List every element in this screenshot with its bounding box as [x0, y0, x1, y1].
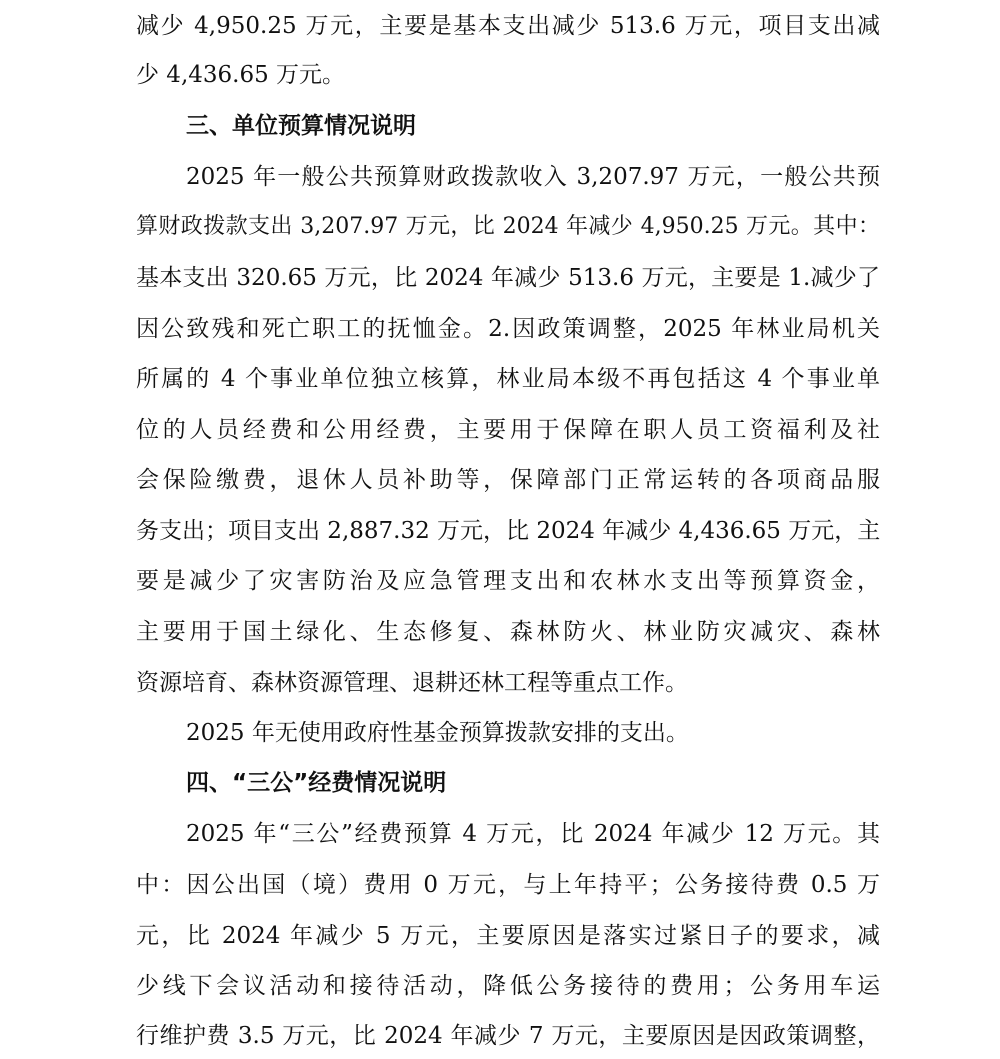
text-line: 2025 年“三公”经费预算 4 万元，比 2024 年减少 12 万元。其: [186, 821, 880, 847]
section-heading: 三、单位预算情况说明: [186, 113, 416, 139]
text-line: 会保险缴费，退休人员补助等，保障部门正常运转的各项商品服: [136, 467, 880, 493]
text-line: 中：因公出国（境）费用 0 万元，与上年持平；公务接待费 0.5 万: [136, 872, 880, 898]
text-line: 主要用于国土绿化、生态修复、森林防火、林业防灾减灾、森林: [136, 619, 880, 645]
text-line: 行维护费 3.5 万元，比 2024 年减少 7 万元，主要原因是因政策调整，: [136, 1023, 880, 1049]
text-line: 减少 4,950.25 万元，主要是基本支出减少 513.6 万元，项目支出减: [136, 13, 880, 39]
text-line: 2025 年一般公共预算财政拨款收入 3,207.97 万元，一般公共预: [186, 164, 880, 190]
text-line: 少 4,436.65 万元。: [136, 62, 346, 88]
text-line: 所属的 4 个事业单位独立核算，林业局本级不再包括这 4 个事业单: [136, 366, 880, 392]
text-line: 少线下会议活动和接待活动，降低公务接待的费用；公务用车运: [136, 973, 880, 999]
text-line: 算财政拨款支出 3,207.97 万元，比 2024 年减少 4,950.25 万元。其中：: [136, 214, 880, 239]
text-line: 元，比 2024 年减少 5 万元，主要原因是落实过紧日子的要求，减: [136, 923, 880, 949]
text-line: 因公致残和死亡职工的抚恤金。2.因政策调整，2025 年林业局机关: [136, 316, 880, 342]
section-heading: 四、“三公”经费情况说明: [186, 770, 447, 796]
text-line: 资源培育、森林资源管理、退耕还林工程等重点工作。: [136, 670, 688, 696]
text-line: 务支出；项目支出 2,887.32 万元，比 2024 年减少 4,436.65 万元，主: [136, 518, 881, 544]
text-line: 位的人员经费和公用经费，主要用于保障在职人员工资福利及社: [136, 417, 880, 443]
text-line: 要是减少了灾害防治及应急管理支出和农林水支出等预算资金，: [136, 568, 880, 594]
text-line: 2025 年无使用政府性基金预算拨款安排的支出。: [186, 720, 689, 746]
text-line: 基本支出 320.65 万元，比 2024 年减少 513.6 万元，主要是 1.减少了: [136, 265, 880, 291]
